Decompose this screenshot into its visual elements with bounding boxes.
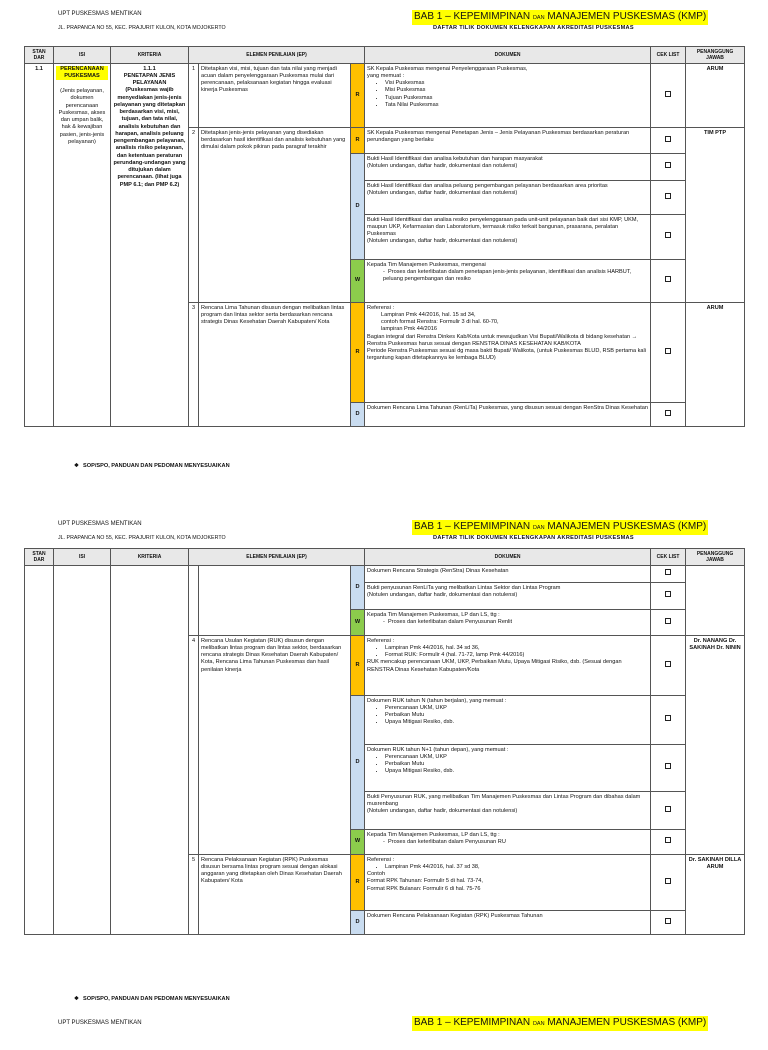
chapter-suffix: MANAJEMEN PUSKESMAS (KMP): [547, 521, 707, 532]
doc-cell: SK Kepala Puskesmas mengenai Penetapan Jenis – Jenis Pelayanan Puskesmas berdasarkan peraturan perundangan yang berlaku: [365, 128, 651, 154]
ref-list: [367, 645, 648, 660]
list-item: • Tujuan Puskesmas: [385, 95, 648, 102]
mark-d: D: [351, 566, 365, 610]
table-row: [25, 64, 745, 128]
chapter-title: [412, 520, 708, 535]
checkbox[interactable]: [665, 162, 671, 168]
doc-note: (Notulen undangan, daftar hadir, dokumentasi dan notulensi): [367, 238, 518, 245]
list-item: • Lampiran Pmk 44/2016, hal. 34 sd 36,: [385, 645, 648, 652]
doc-note: (Notulen undangan, daftar hadir, dokumentasi dan notulensi): [367, 162, 518, 169]
checkbox[interactable]: [665, 410, 671, 416]
chapter-prefix: BAB 1 – KEPEMIMPINAN: [414, 1017, 531, 1028]
doc-title: SK Kepala Puskesmas mengenai Penyelenggaraan Puskesmas,: [367, 65, 528, 72]
checklist-cell: [651, 566, 686, 583]
doc-title: Dokumen RUK tahun N+1 (tahun depan), yang memuat :: [367, 746, 509, 753]
list-item: • Perencanaan UKM, UKP: [385, 705, 648, 712]
list-item: • Perencanaan UKM, UKP: [385, 754, 648, 761]
diamond-bullet-icon: ❖: [74, 996, 80, 1002]
doc-cell: Dokumen Rencana Lima Tahunan (RenLiTa) Puskesmas, yang disusun sesuai dengan RenStra Dinas Kesehatan: [365, 403, 651, 427]
checklist-table: [24, 46, 745, 427]
doc-cell: [365, 636, 651, 696]
checklist-cell: [651, 181, 686, 215]
page-1: [0, 0, 768, 469]
ep-no: 2: [189, 128, 199, 303]
doc-title: Dokumen RUK tahun N (tahun berjalan), yang memuat :: [367, 697, 507, 704]
col-cek: CEK LIST: [651, 549, 686, 566]
ref-line: contoh format Renstra: Formulir 3 di hal. 60-70,: [381, 319, 499, 326]
pj-cell: [686, 566, 745, 636]
doc-note: (Notulen undangan, daftar hadir, dokumentasi dan notulensi): [367, 591, 518, 598]
doc-title: Bukti Hasil Identifikasi dan analisa peluang pengembangan pelayanan berdasarkan area prioritas: [367, 182, 608, 189]
checklist-cell: [651, 792, 686, 830]
ep-text: Rencana Usulan Kegiatan (RUK) disusun dengan melibatkan lintas program dan lintas sektor, berdasarkan rencana strategis Dinas Kesehatan Daerah Kabupaten/ Kota, Rencana Lima Tahunan Puskesmas dan hasil penilaian kinerja: [199, 636, 351, 855]
doc-item-text: Proses dan keterlibatan dalam penetapan jenis-jenis pelayanan, identifikasi dan analisis HARBUT, peluang pengembangan dan resiko: [383, 268, 632, 283]
ep-text: [199, 566, 351, 636]
doc-cell: [365, 260, 651, 303]
col-standar: STAN DAR: [25, 47, 54, 64]
pj-cell: Dr. NANANG Dr. SAKINAH Dr. NININ: [686, 636, 745, 855]
ref-line: Bagian integral dari Renstra Dinkes Kab/Kota untuk mewujudkan Visi Bupati/Walikota di bidang kesehatan → Renstra Puskesmas harus sesuai dengan RENSTRA DINAS KESEHATAN KAB/KOTA: [367, 333, 638, 347]
doc-cell: [365, 830, 651, 855]
checkbox[interactable]: [665, 91, 671, 97]
page-3: [0, 1012, 768, 1050]
checkbox[interactable]: [665, 591, 671, 597]
col-standar: STAN DAR: [25, 549, 54, 566]
ep-no: [189, 566, 199, 636]
doc-cell: [365, 745, 651, 792]
list-item: • Perbaikan Mutu: [385, 761, 648, 768]
ep-no: 5: [189, 855, 199, 935]
list-item: • Tata Nilai Puskesmas: [385, 102, 648, 109]
checklist-cell: [651, 583, 686, 610]
checkbox[interactable]: [665, 618, 671, 624]
doc-list: [367, 754, 648, 776]
doc-title: Kepada Tim Manajemen Puskesmas, mengenai: [367, 261, 486, 268]
chapter-dan: DAN: [532, 525, 545, 531]
checkbox[interactable]: [665, 837, 671, 843]
doc-cell: [365, 215, 651, 260]
checkbox[interactable]: [665, 715, 671, 721]
mark-w: W: [351, 260, 365, 303]
footer-note: [74, 463, 230, 470]
doc-item: - Proses dan keterlibatan dalam Penyusunan Renlit: [383, 618, 513, 625]
list-item: • Visi Puskesmas: [385, 80, 648, 87]
col-isi: ISI: [54, 47, 111, 64]
doc-item-text: Proses dan keterlibatan dalam Penyusunan RU: [388, 838, 506, 845]
checkbox[interactable]: [665, 918, 671, 924]
kriteria-no: 1.1.1: [143, 65, 156, 72]
doc-cell: [365, 154, 651, 181]
list-item: • Format RUK: Formulir 4 (hal. 71-72, lamp Pmk 44/2016): [385, 652, 648, 659]
list-item: • Perbaikan Mutu: [385, 712, 648, 719]
diamond-bullet-icon: ❖: [74, 463, 80, 469]
ep-text: Rencana Pelaksanaan Kegiatan (RPK) Puskesmas disusun bersama lintas program sesuai dengan alokasi anggaran yang ditetapkan oleh Dinas Kesehatan Daerah Kabupaten/ Kota: [199, 855, 351, 935]
col-dokumen: DOKUMEN: [365, 47, 651, 64]
col-dokumen: DOKUMEN: [365, 549, 651, 566]
ref-title: Referensi :: [367, 304, 395, 311]
col-isi: ISI: [54, 549, 111, 566]
ref-line: Lampiran Pmk 44/2016, hal. 15 sd 34,: [381, 311, 476, 318]
doc-title: Kepada Tim Manajemen Puskesmas, LP dan LS, ttg :: [367, 831, 500, 838]
doc-cell: [365, 855, 651, 911]
chapter-suffix: MANAJEMEN PUSKESMAS (KMP): [547, 11, 707, 22]
org-name: UPT PUSKESMAS MENTIKAN: [58, 1020, 142, 1026]
checkbox[interactable]: [665, 763, 671, 769]
isi-cell: [54, 566, 111, 935]
ref-line: RUK mencakup perencanaan UKM, UKP, Perbaikan Mutu, Upaya Mitigasi Risiko, dsb. (Sesuai dengan RENSTRA Dinas Kesehatan Kabupaten/Kota: [367, 659, 622, 673]
checkbox[interactable]: [665, 276, 671, 282]
checklist-cell: [651, 696, 686, 745]
mark-r: R: [351, 64, 365, 128]
doc-item-text: Proses dan keterlibatan dalam Penyusunan Renlit: [388, 618, 513, 625]
mark-r: R: [351, 636, 365, 696]
doc-cell: Dokumen Rencana Pelaksanaan Kegiatan (RPK) Puskesmas Tahunan: [365, 911, 651, 935]
doc-cell: [365, 583, 651, 610]
doc-list: [367, 705, 648, 727]
mark-w: W: [351, 610, 365, 636]
mark-d: D: [351, 154, 365, 260]
checkbox[interactable]: [665, 136, 671, 142]
checklist-cell: [651, 610, 686, 636]
doc-title: Bukti Hasil Identifikasi dan analisa resiko penyelenggaraan pada unit-unit pelayanan baik dari sisi KMP, UKM, maupun UKP, Kefarmasian dan Laboratorium, termasuk risiko terkait bangunan, prasarana, peralatan Puskesmas: [367, 216, 639, 238]
page-2: [0, 510, 768, 1002]
col-cek: CEK LIST: [651, 47, 686, 64]
mark-r: R: [351, 303, 365, 403]
checklist-cell: [651, 855, 686, 911]
checkbox[interactable]: [665, 232, 671, 238]
doc-cell: [365, 303, 651, 403]
checkbox[interactable]: [665, 661, 671, 667]
pj-cell: Dr. SAKINAH DILLA ARUM: [686, 855, 745, 935]
checklist-cell: [651, 745, 686, 792]
kriteria-cell: [111, 566, 189, 935]
doc-cell: [365, 792, 651, 830]
list-item: • Upaya Mitigasi Resiko, dsb.: [385, 719, 648, 726]
col-kriteria: KRITERIA: [111, 549, 189, 566]
pj-cell: TIM PTP: [686, 128, 745, 303]
ref-line: Periode Renstra Puskesmas sesuai dg masa bakti Bupati/ Walikota, (untuk Puskesmas BLUD, RSB pertama kali tergantung kapan ditetapkannya ke lembaga BLUD): [367, 348, 647, 362]
checklist-cell: [651, 403, 686, 427]
checklist-cell: [651, 64, 686, 128]
table-header-row: [25, 549, 745, 566]
col-kriteria: KRITERIA: [111, 47, 189, 64]
isi-cell: [54, 64, 111, 427]
doc-title: Bukti penyusunan RenLiTa yang melibatkan Lintas Sektor dan Lintas Program: [367, 584, 561, 591]
pj-cell: ARUM: [686, 64, 745, 128]
ep-text: Ditetapkan visi, misi, tujuan dan tata nilai yang menjadi acuan dalam penyelenggaraan Puskesmas mulai dari perencanaan, pelaksanaan kegiatan hingga evaluasi kinerja Puskesmas: [199, 64, 351, 128]
doc-cell: [365, 64, 651, 128]
ep-no: 4: [189, 636, 199, 855]
mark-r: R: [351, 128, 365, 154]
table-header-row: [25, 47, 745, 64]
col-ep: ELEMEN PENILAIAN (EP): [189, 47, 365, 64]
kriteria-desc: (Puskesmas wajib menyediakan jenis-jenis pelayanan yang ditetapkan berdasarkan visi, misi, tujuan, dan tata nilai, analisis kebutuhan dan harapan, analisis peluang pengembangan pelayanan, analisis risiko pelayanan, dan ketentuan peraturan perundang-undangan yang ditujukan dalam perencanaan. (lihat juga PMP 6.1; dan PMP 6.2): [113, 87, 186, 188]
checkbox[interactable]: [665, 569, 671, 575]
list-item: • Lampiran Pmk 44/2016, hal. 37 sd 38,: [385, 864, 648, 871]
doc-title: Bukti Penyusunan RUK, yang melibatkan Tim Manajemen Puskesmas dan Lintas Program dan dibahas dalam musrenbang: [367, 793, 641, 807]
page-header: [0, 1012, 768, 1050]
mark-d: D: [351, 403, 365, 427]
ep-no: 1: [189, 64, 199, 128]
checkbox[interactable]: [665, 348, 671, 354]
ref-line: Format RPK Tahunan: Formulir 5 di hal. 73-74,: [367, 878, 483, 885]
col-pj: PENANGGUNG JAWAB: [686, 47, 745, 64]
mark-d: D: [351, 696, 365, 830]
ref-title: Referensi :: [367, 637, 395, 644]
list-item: • Upaya Mitigasi Resiko, dsb.: [385, 768, 648, 775]
checklist-cell: [651, 911, 686, 935]
ep-text: Rencana Lima Tahunan disusun dengan melibatkan lintas program dan lintas sektor serta berdasarkan rencana strategis Dinas Kesehatan Daerah Kabupaten/ Kota: [199, 303, 351, 427]
checklist-cell: [651, 215, 686, 260]
checklist-cell: [651, 303, 686, 403]
col-ep: ELEMEN PENILAIAN (EP): [189, 549, 365, 566]
doc-list: [367, 80, 648, 109]
checklist-cell: [651, 154, 686, 181]
mark-d: D: [351, 911, 365, 935]
doc-cell: Dokumen Rencana Strategis (RenStra) Dinas Kesehatan: [365, 566, 651, 583]
footer-note: [74, 996, 230, 1003]
doc-note: (Notulen undangan, daftar hadir, dokumentasi dan notulensi): [367, 808, 518, 815]
ep-text: Ditetapkan jenis-jenis pelayanan yang disediakan berdasarkan hasil identifikasi dan analisis kebutuhan yang dimulai dalam pokok pikiran pada paragraf terakhir: [199, 128, 351, 303]
checklist-cell: [651, 260, 686, 303]
ref-line: Format RPK Bulanan: Formulir 6 di hal. 75-76: [367, 885, 481, 892]
org-name: UPT PUSKESMAS MENTIKAN: [58, 11, 142, 17]
col-pj: PENANGGUNG JAWAB: [686, 549, 745, 566]
doc-cell: [365, 696, 651, 745]
org-name: UPT PUSKESMAS MENTIKAN: [58, 521, 142, 527]
chapter-prefix: BAB 1 – KEPEMIMPINAN: [414, 11, 531, 22]
chapter-prefix: BAB 1 – KEPEMIMPINAN: [414, 521, 531, 532]
doc-title: Bukti Hasil Identifikasi dan analisa kebutuhan dan harapan masyarakat: [367, 155, 543, 162]
list-item: • Misi Puskesmas: [385, 87, 648, 94]
checklist-cell: [651, 128, 686, 154]
doc-item: - Proses dan keterlibatan dalam penetapan jenis-jenis pelayanan, identifikasi dan analisis HARBUT, peluang pengembangan dan resiko: [383, 268, 632, 283]
org-address: JL. PRAPANCA NO 55, KEC. PRAJURIT KULON, KOTA MOJOKERTO: [58, 535, 226, 541]
footer-text: SOP/SPO, PANDUAN DAN PEDOMAN MENYESUAIKAN: [83, 463, 230, 469]
table-row: [25, 566, 745, 583]
kriteria-cell: [111, 64, 189, 427]
checklist-cell: [651, 636, 686, 696]
chapter-subtitle: DAFTAR TILIK DOKUMEN KELENGKAPAN AKREDITASI PUSKESMAS: [433, 25, 634, 31]
checklist-cell: [651, 830, 686, 855]
mark-w: W: [351, 830, 365, 855]
doc-sub: yang memuat :: [367, 72, 405, 79]
ref-line: Contoh: [367, 871, 386, 878]
ref-line: lampiran Pmk 44/2016: [381, 326, 437, 333]
page-header: [0, 0, 768, 38]
doc-cell: [365, 181, 651, 215]
standar-cell: 1.1: [25, 64, 54, 427]
chapter-dan: DAN: [532, 15, 545, 21]
checkbox[interactable]: [665, 878, 671, 884]
footer-text: SOP/SPO, PANDUAN DAN PEDOMAN MENYESUAIKAN: [83, 996, 230, 1002]
org-address: JL. PRAPANCA NO 55, KEC. PRAJURIT KULON, KOTA MOJOKERTO: [58, 25, 226, 31]
pj-cell: ARUM: [686, 303, 745, 427]
chapter-title: [412, 10, 708, 25]
chapter-suffix: MANAJEMEN PUSKESMAS (KMP): [547, 1017, 707, 1028]
doc-note: (Notulen undangan, daftar hadir, dokumentasi dan notulensi): [367, 189, 518, 196]
checkbox[interactable]: [665, 806, 671, 812]
checkbox[interactable]: [665, 193, 671, 199]
doc-cell: [365, 610, 651, 636]
isi-desc: (Jenis pelayanan, dokumen perencanaan Puskesmas, akses dan umpan balik, hak & kewajiban pasien, jenis-jenis pelayanan): [58, 88, 106, 145]
checklist-table: [24, 548, 745, 935]
page-header: [0, 510, 768, 548]
isi-title: PERENCANAAN PUSKESMAS: [56, 66, 108, 81]
ref-list: [367, 864, 648, 871]
chapter-dan: DAN: [532, 1021, 545, 1027]
mark-r: R: [351, 855, 365, 911]
kriteria-title: PENETAPAN JENIS PELAYANAN: [123, 72, 176, 87]
chapter-subtitle: DAFTAR TILIK DOKUMEN KELENGKAPAN AKREDITASI PUSKESMAS: [433, 535, 634, 541]
ref-title: Referensi :: [367, 856, 395, 863]
doc-item: - Proses dan keterlibatan dalam Penyusunan RU: [383, 838, 506, 845]
standar-cell: [25, 566, 54, 935]
ep-no: 3: [189, 303, 199, 427]
doc-title: Kepada Tim Manajemen Puskesmas, LP dan LS, ttg :: [367, 611, 500, 618]
